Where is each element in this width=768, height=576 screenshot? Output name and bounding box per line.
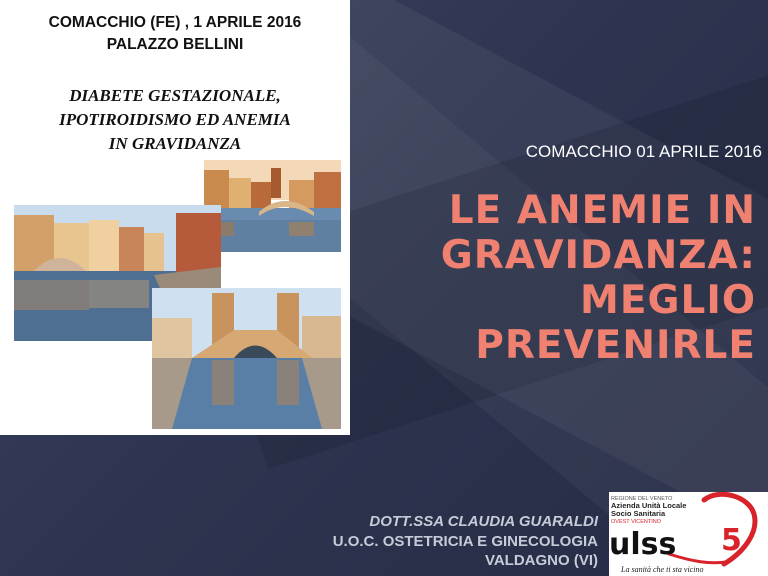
author-location: VALDAGNO (VI) <box>484 552 598 569</box>
poster-venue-line: PALAZZO BELLINI <box>106 36 244 53</box>
canal-bridge-photo <box>204 160 341 252</box>
author-department: U.O.C. OSTETRICIA E GINECOLOGIA <box>332 532 598 550</box>
logo-district: OVEST VICENTINO <box>611 519 662 525</box>
logo-brand: ulss <box>609 527 677 562</box>
logo-number: 5 <box>721 523 742 558</box>
slide-title-line: LE ANEMIE IN <box>448 188 756 233</box>
poster-event-line: COMACCHIO (FE) , 1 APRILE 2016 <box>48 14 302 31</box>
author-block <box>333 512 598 571</box>
logo-org-line1: Azienda Unità Locale <box>611 501 687 510</box>
slide-date: COMACCHIO 01 APRILE 2016 <box>525 142 762 161</box>
logo-org-line2: Socio Sanitaria <box>611 509 666 518</box>
poster-title-line: DIABETE GESTAZIONALE, <box>69 86 281 105</box>
poster-title-line: IN GRAVIDANZA <box>108 134 242 153</box>
event-poster-image <box>0 0 350 435</box>
slide-title-line: MEGLIO <box>580 278 756 323</box>
poster-title-line: IPOTIROIDISMO ED ANEMIA <box>59 110 291 129</box>
slide-title-line: PREVENIRLE <box>475 323 756 368</box>
trepponti-bridge-photo <box>152 288 341 429</box>
logo-tagline: La sanità che ti sta vicino <box>621 565 704 574</box>
logo-region: REGIONE DEL VENETO <box>611 496 673 502</box>
author-name: DOTT.SSA CLAUDIA GUARALDI <box>369 513 598 530</box>
slide-title-line: GRAVIDANZA: <box>440 233 756 278</box>
slide-title <box>356 188 756 368</box>
ulss5-logo <box>609 492 768 576</box>
